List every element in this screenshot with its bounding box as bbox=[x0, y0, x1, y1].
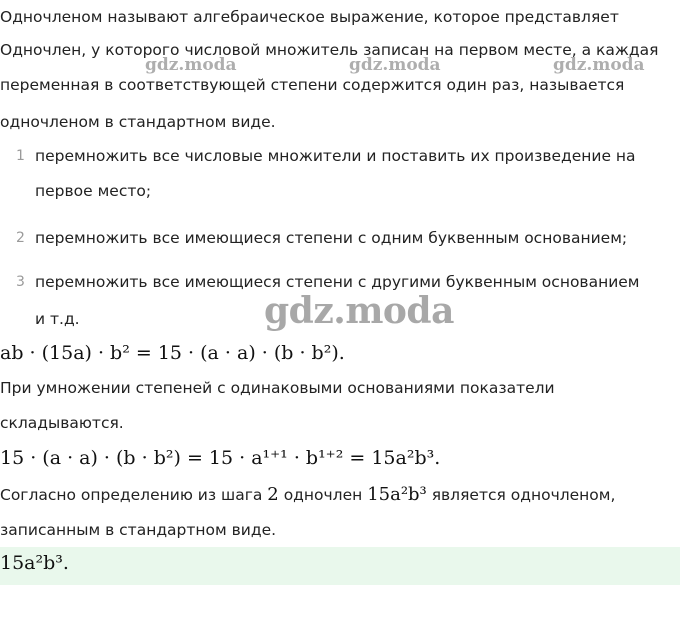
step-text-line-2: первое место; bbox=[35, 182, 152, 200]
conclusion-expression: 15a²b³ bbox=[367, 484, 427, 505]
definition-line-1: Одночленом называют алгебраическое выражение, которое представляет bbox=[0, 8, 619, 26]
step-text-line-1: перемножить все имеющиеся степени с другими буквенным основанием bbox=[35, 273, 640, 291]
step-number: 2 bbox=[16, 230, 25, 246]
watermark-small-1: gdz.moda bbox=[145, 55, 237, 75]
rule-line-2: складываются. bbox=[0, 414, 124, 432]
conclusion-suffix: является одночленом, bbox=[431, 486, 616, 504]
watermark-small-3: gdz.moda bbox=[553, 55, 645, 75]
step-number: 1 bbox=[16, 148, 25, 164]
conclusion-line-1 bbox=[0, 484, 615, 505]
step-text-line-1: перемножить все имеющиеся степени с одним буквенным основанием; bbox=[35, 229, 628, 247]
conclusion-line-2: записанным в стандартном виде. bbox=[0, 521, 277, 539]
step-number: 3 bbox=[16, 274, 25, 290]
definition-line-3: переменная в соответствующей степени содержится один раз, называется bbox=[0, 76, 625, 94]
answer-box bbox=[0, 547, 680, 585]
equation-2: 15 · (a · a) · (b · b²) = 15 · a¹⁺¹ · b¹⁺² = 15a²b³. bbox=[0, 447, 441, 469]
step-text-line-1: перемножить все числовые множители и поставить их произведение на bbox=[35, 147, 636, 165]
rule-line-1: При умножении степеней с одинаковыми основаниями показатели bbox=[0, 379, 555, 397]
conclusion-step-ref: 2 bbox=[267, 484, 279, 505]
conclusion-prefix: Согласно определению из шага bbox=[0, 486, 263, 504]
step-text-line-2: и т.д. bbox=[35, 310, 80, 328]
equation-1: ab · (15a) · b² = 15 · (a · a) · (b · b²). bbox=[0, 342, 345, 364]
watermark-small-2: gdz.moda bbox=[349, 55, 441, 75]
conclusion-middle: одночлен bbox=[283, 486, 363, 504]
answer-expression: 15a²b³. bbox=[0, 552, 69, 574]
definition-line-4: одночленом в стандартном виде. bbox=[0, 113, 276, 131]
watermark-large: gdz.moda bbox=[264, 290, 454, 332]
definition-line-2: Одночлен, у которого числовой множитель записан на первом месте, а каждая bbox=[0, 41, 659, 59]
